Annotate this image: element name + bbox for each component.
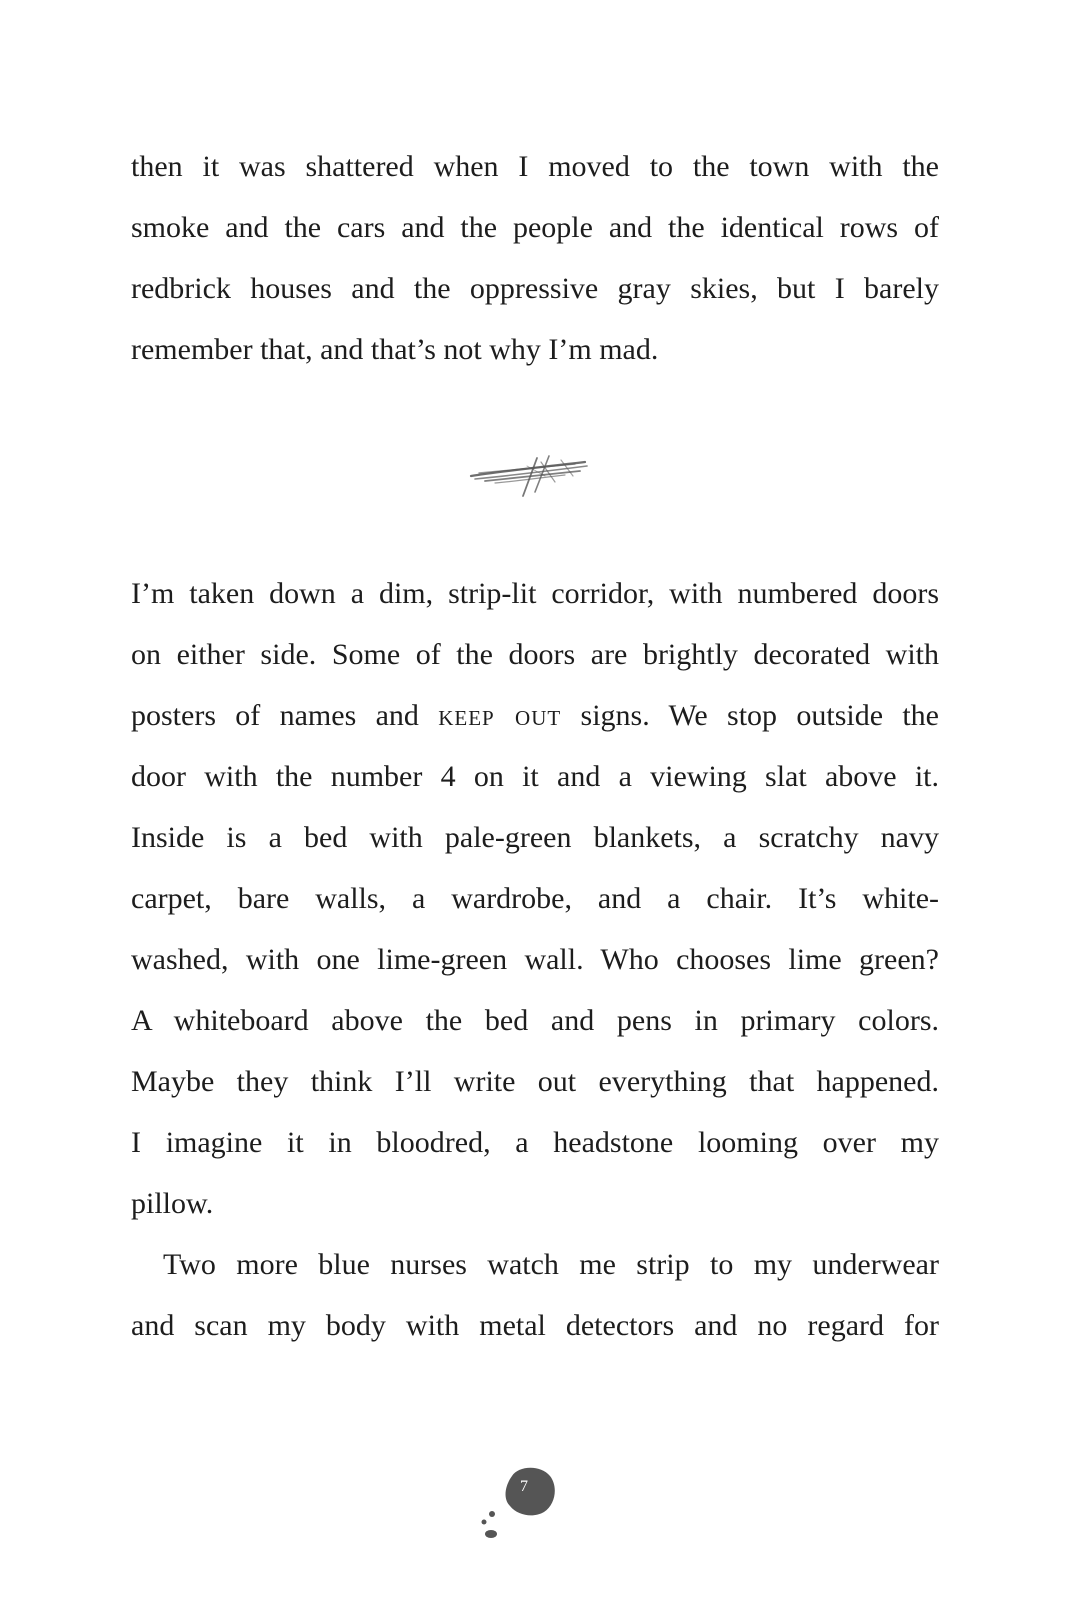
page-number: 7 bbox=[520, 1478, 528, 1495]
text-line: A whiteboard above the bed and pens in primary colors. bbox=[131, 1004, 939, 1037]
text-line: I’m taken down a dim, strip-lit corridor, with numbered doors bbox=[131, 577, 939, 610]
text-line: smoke and the cars and the people and the identical rows of bbox=[131, 211, 939, 244]
text-line: washed, with one lime-green wall. Who chooses lime green? bbox=[131, 943, 939, 976]
text-fragment: signs. We stop outside the bbox=[561, 699, 939, 732]
text-line: on either side. Some of the doors are brightly decorated with bbox=[131, 638, 939, 671]
ink-blot-icon bbox=[478, 1462, 558, 1540]
text-line: remember that, and that’s not why I’m mad. bbox=[131, 333, 659, 366]
text-line: I imagine it in bloodred, a headstone looming over my bbox=[131, 1126, 939, 1159]
text-fragment: posters of names and bbox=[131, 699, 439, 732]
keep-out-sign-text: keep out bbox=[438, 699, 562, 732]
text-line: Maybe they think I’ll write out everything that happened. bbox=[131, 1065, 939, 1098]
scribble-section-break-icon bbox=[465, 452, 593, 500]
paragraph-corridor bbox=[131, 563, 939, 1234]
text-line: redbrick houses and the oppressive gray skies, but I barely bbox=[131, 272, 939, 305]
text-line: and scan my body with metal detectors and no regard for bbox=[131, 1309, 939, 1342]
text-line: Inside is a bed with pale-green blankets, a scratchy navy bbox=[131, 821, 939, 854]
text-line: pillow. bbox=[131, 1187, 214, 1220]
text-line: door with the number 4 on it and a viewing slat above it. bbox=[131, 760, 939, 793]
text-line: Two more blue nurses watch me strip to my underwear bbox=[163, 1248, 939, 1281]
text-line: then it was shattered when I moved to the town with the bbox=[131, 150, 939, 183]
paragraph-nurses bbox=[131, 1234, 939, 1356]
paragraph-continued bbox=[131, 136, 939, 380]
text-line: carpet, bare walls, a wardrobe, and a chair. It’s white- bbox=[131, 882, 939, 915]
text-line bbox=[131, 685, 939, 746]
